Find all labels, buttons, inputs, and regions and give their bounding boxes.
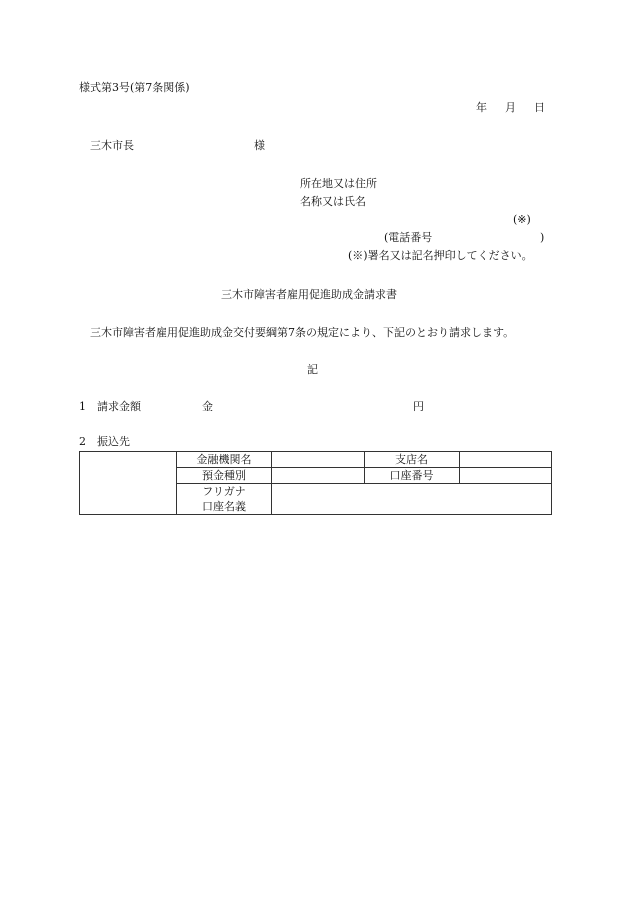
phone-label-open: (電話番号 [384, 231, 433, 244]
applicant-name-label: 名称又は氏名 [300, 195, 366, 208]
table-row [80, 452, 552, 468]
bank-table [79, 451, 552, 515]
document-title: 三木市障害者雇用促進助成金請求書 [221, 288, 397, 301]
bank-name-label: 金融機関名 [177, 452, 272, 468]
account-holder-label: 口座名義 [177, 499, 272, 515]
phone-label-close: ) [540, 231, 545, 244]
claim-amount-yen: 円 [413, 400, 424, 413]
account-number-label: 口座番号 [364, 468, 459, 484]
bank-name-field[interactable] [272, 452, 365, 468]
account-type-field[interactable] [272, 468, 365, 484]
addressee-honorific: 様 [254, 139, 265, 152]
claim-amount-kin: 金 [202, 400, 213, 413]
claim-amount-label: 1 請求金額 [79, 400, 141, 413]
branch-name-label: 支店名 [364, 452, 459, 468]
account-number-field[interactable] [459, 468, 552, 484]
account-holder-field[interactable] [272, 484, 552, 515]
date-month-label: 月 [505, 101, 516, 114]
ki-heading: 記 [307, 363, 318, 376]
body-text: 三木市障害者雇用促進助成金交付要綱第7条の規定により、下記のとおり請求します。 [90, 326, 515, 339]
account-type-label: 預金種別 [177, 468, 272, 484]
date-year-label: 年 [476, 101, 487, 114]
bank-table-blank-cell [80, 452, 177, 515]
signature-mark: (※) [513, 213, 531, 226]
date-day-label: 日 [534, 101, 545, 114]
transfer-label: 2 振込先 [79, 435, 130, 448]
branch-name-field[interactable] [459, 452, 552, 468]
applicant-address-label: 所在地又は住所 [300, 177, 377, 190]
signature-note: (※)署名又は記名押印してください。 [348, 249, 533, 262]
furigana-label: フリガナ [177, 484, 272, 500]
form-id: 様式第3号(第7条関係) [79, 81, 190, 94]
date-line [476, 101, 545, 115]
addressee-name: 三木市長 [90, 139, 134, 152]
